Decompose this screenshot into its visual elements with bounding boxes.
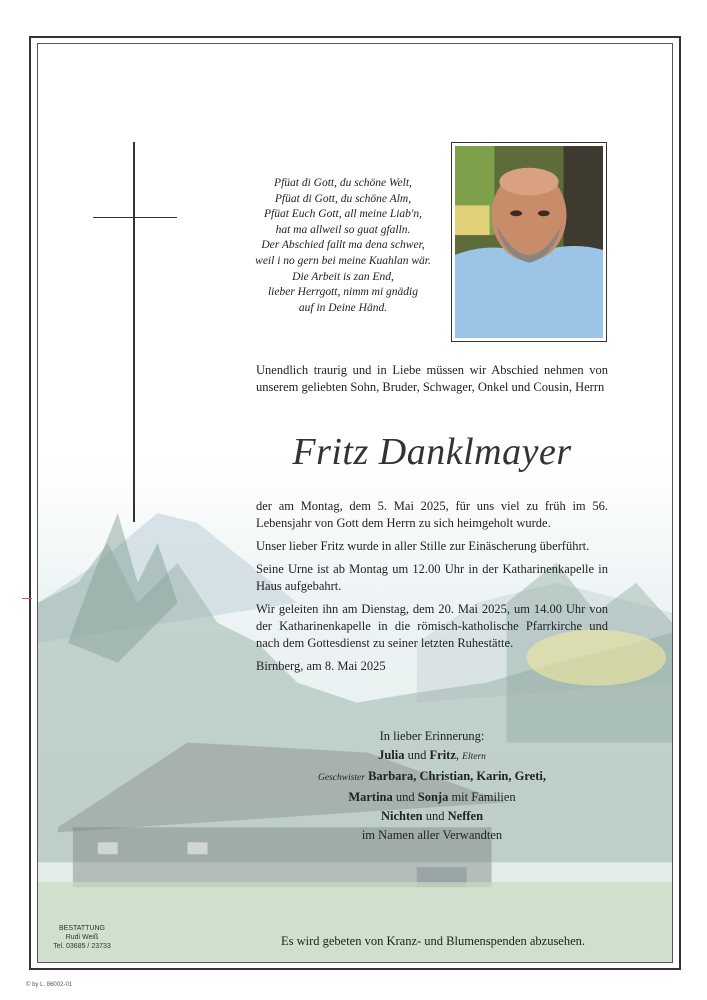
siblings-names: Barbara, Christian, Karin, Greti, bbox=[368, 769, 546, 783]
cross-horizontal bbox=[93, 217, 177, 218]
poem-line: Pfüat di Gott, du schöne Alm, bbox=[274, 192, 412, 205]
families-suffix: mit Familien bbox=[448, 790, 516, 804]
poem-line: hat ma allweil so guat gfalln. bbox=[275, 223, 411, 236]
donation-note: Es wird gebeten von Kranz- und Blumenspenden abzusehen. bbox=[280, 934, 586, 948]
conjunction: und bbox=[404, 748, 430, 762]
notice-card bbox=[37, 43, 673, 963]
parent-name: Fritz bbox=[429, 748, 456, 762]
poem-line: weil i no gern bei meine Kuahlan wär. bbox=[255, 254, 431, 267]
portrait-photo bbox=[451, 142, 607, 342]
poem-line: Die Arbeit is zan End, bbox=[292, 270, 394, 283]
parents-line: Julia und Fritz, Eltern bbox=[378, 748, 486, 762]
undertaker-title: BESTATTUNG bbox=[58, 925, 106, 932]
intro-text: Unendlich traurig und in Liebe müssen wir Abschied nehmen von unserem geliebten Sohn, Bruder, Schwager, Onkel und Cousin, Herrn bbox=[256, 363, 608, 394]
relatives-line: im Namen aller Verwandten bbox=[361, 828, 503, 842]
undertaker-info bbox=[52, 924, 112, 951]
parent-name: Julia bbox=[378, 748, 405, 762]
place-date: Birnberg, am 8. Mai 2025 bbox=[256, 659, 386, 673]
announcement-body bbox=[256, 498, 608, 681]
undertaker-phone: Tel. 03685 / 23733 bbox=[53, 943, 111, 950]
poem-line: Der Abschied fallt ma dena schwer, bbox=[261, 239, 425, 252]
poem-line: Pfüat di Gott, du schöne Welt, bbox=[274, 177, 412, 189]
sibling-name: Sonja bbox=[417, 790, 449, 804]
siblings-role: Geschwister bbox=[318, 773, 365, 783]
poem bbox=[238, 176, 448, 316]
print-code: © by L. 86002-01 bbox=[26, 982, 73, 988]
paragraph: der am Montag, dem 5. Mai 2025, für uns viel zu früh im 56. Lebensjahr von Gott dem Herrn zu sich heimgeholt wurde. bbox=[256, 499, 608, 530]
sibling-name: Martina bbox=[348, 790, 393, 804]
deceased-name: Fritz Danklmayer bbox=[292, 431, 572, 473]
paragraph: Wir geleiten ihn am Dienstag, dem 20. Mai 2025, um 14.00 Uhr von der Katharinenkapelle in die römisch-katholische Pfarrkirche und nach dem Gottesdienst zu seiner letzten Ruhestätte. bbox=[256, 602, 608, 650]
conjunction: und bbox=[422, 809, 448, 823]
margin-mark bbox=[22, 598, 32, 599]
mourners-list bbox=[256, 727, 608, 845]
poem-line: lieber Herrgott, nimm mi gnädig bbox=[267, 286, 419, 299]
memory-heading: In lieber Erinnerung: bbox=[379, 729, 485, 743]
nieces-line bbox=[256, 807, 608, 826]
siblings-line-2 bbox=[256, 788, 608, 807]
portrait-image bbox=[455, 146, 603, 338]
nieces-label: Nichten bbox=[380, 809, 423, 823]
siblings-line bbox=[256, 767, 608, 788]
poem-line: auf in Deine Händ. bbox=[298, 301, 388, 314]
nephews-label: Neffen bbox=[447, 809, 484, 823]
undertaker-name: Rudi Weiß bbox=[65, 934, 99, 941]
paragraph: Unser lieber Fritz wurde in aller Stille zur Einäscherung überführt. bbox=[256, 539, 590, 553]
conjunction: und bbox=[392, 790, 418, 804]
poem-line: Pfüat Euch Gott, all meine Liab'n, bbox=[263, 208, 422, 221]
cross-vertical bbox=[133, 142, 135, 522]
parents-role: Eltern bbox=[462, 752, 486, 762]
paragraph: Seine Urne ist ab Montag um 12.00 Uhr in der Katharinenkapelle in Haus aufgebahrt. bbox=[256, 562, 608, 593]
